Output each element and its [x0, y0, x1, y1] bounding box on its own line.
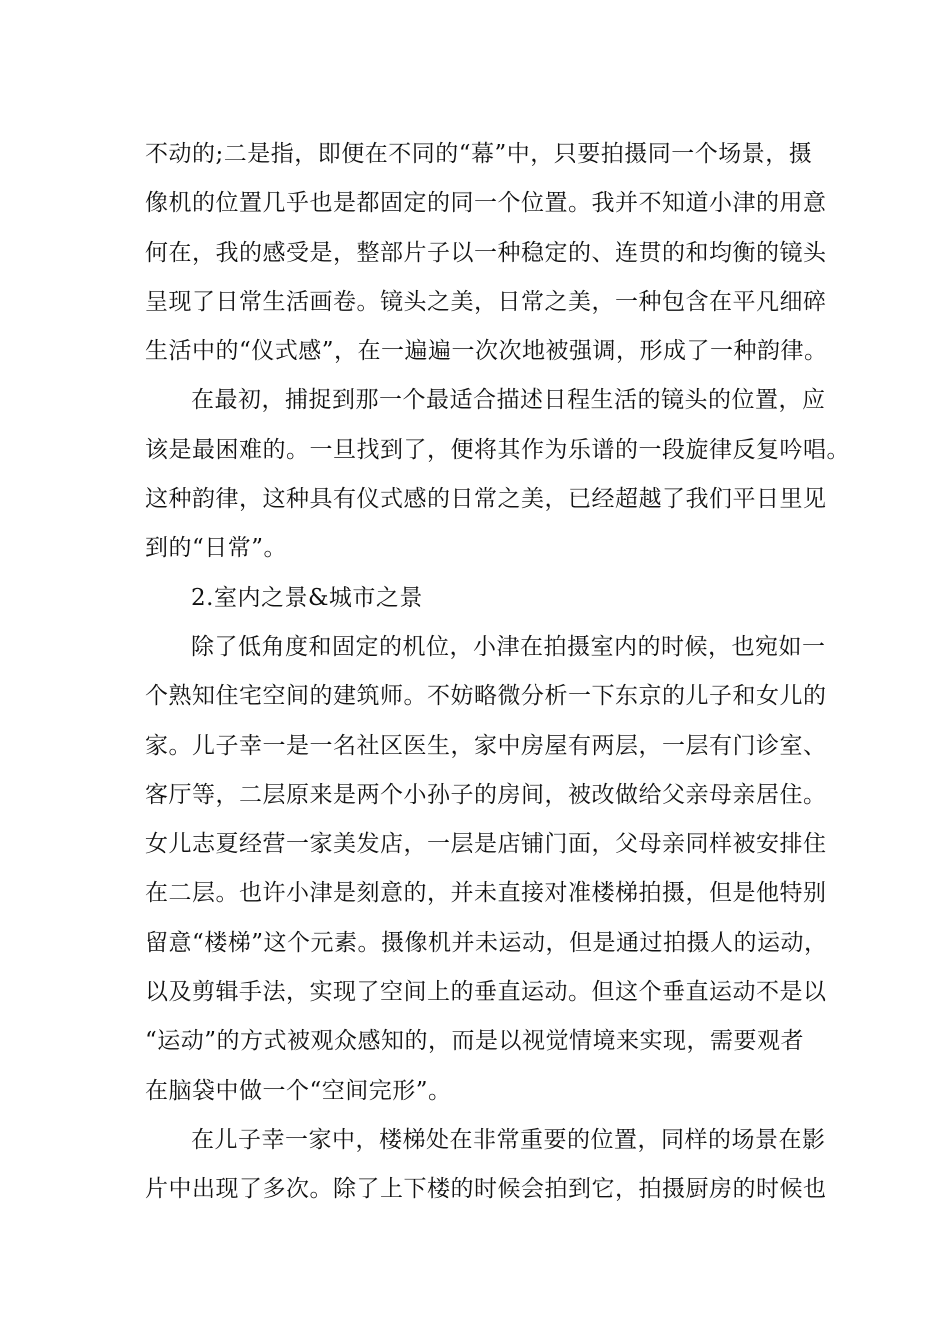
text-line: 何在，我的感受是，整部片子以一种稳定的、连贯的和均衡的镜头	[145, 239, 827, 266]
section-heading: 2.室内之景&城市之景	[191, 584, 423, 611]
text-line: 像机的位置几乎也是都固定的同一个位置。我并不知道小津的用意	[145, 190, 827, 217]
paragraph-start-line: 除了低角度和固定的机位，小津在拍摄室内的时候，也宛如一	[191, 633, 826, 660]
text-line: 在二层。也许小津是刻意的，并未直接对准楼梯拍摄，但是他特别	[145, 880, 827, 907]
text-line: “运动”的方式被观众感知的，而是以视觉情境来实现，需要观者	[145, 1028, 805, 1055]
paragraph-start-line: 在儿子幸一家中，楼梯处在非常重要的位置，同样的场景在影	[191, 1126, 826, 1153]
text-line: 个熟知住宅空间的建筑师。不妨略微分析一下东京的儿子和女儿的	[145, 683, 827, 710]
text-line: 客厅等，二层原来是两个小孙子的房间，被改做给父亲母亲居住。	[145, 781, 827, 808]
text-line: 呈现了日常生活画卷。镜头之美，日常之美，一种包含在平凡细碎	[145, 288, 827, 315]
body-text	[145, 130, 850, 1215]
text-line: 到的“日常”。	[145, 535, 288, 562]
text-line: 片中出现了多次。除了上下楼的时候会拍到它，拍摄厨房的时候也	[145, 1176, 827, 1203]
text-line: 不动的;二是指，即便在不同的“幕”中，只要拍摄同一个场景，摄	[145, 141, 813, 167]
text-line: 这种韵律，这种具有仪式感的日常之美，已经超越了我们平日里见	[145, 486, 827, 513]
text-line: 生活中的“仪式感”，在一遍遍一次次地被强调，形成了一种韵律。	[145, 338, 828, 365]
text-line: 女儿志夏经营一家美发店，一层是店铺门面，父母亲同样被安排住	[145, 831, 827, 858]
text-line: 该是最困难的。一旦找到了，便将其作为乐谱的一段旋律反复吟唱。	[145, 436, 850, 463]
text-line: 留意“楼梯”这个元素。摄像机并未运动，但是通过拍摄人的运动，	[145, 929, 828, 956]
text-line: 家。儿子幸一是一名社区医生，家中房屋有两层，一层有门诊室、	[145, 732, 827, 759]
paragraph-start-line: 在最初，捕捉到那一个最适合描述日程生活的镜头的位置，应	[191, 387, 826, 414]
text-line: 在脑袋中做一个“空间完形”。	[145, 1077, 452, 1104]
text-line: 以及剪辑手法，实现了空间上的垂直运动。但这个垂直运动不是以	[145, 979, 827, 1006]
